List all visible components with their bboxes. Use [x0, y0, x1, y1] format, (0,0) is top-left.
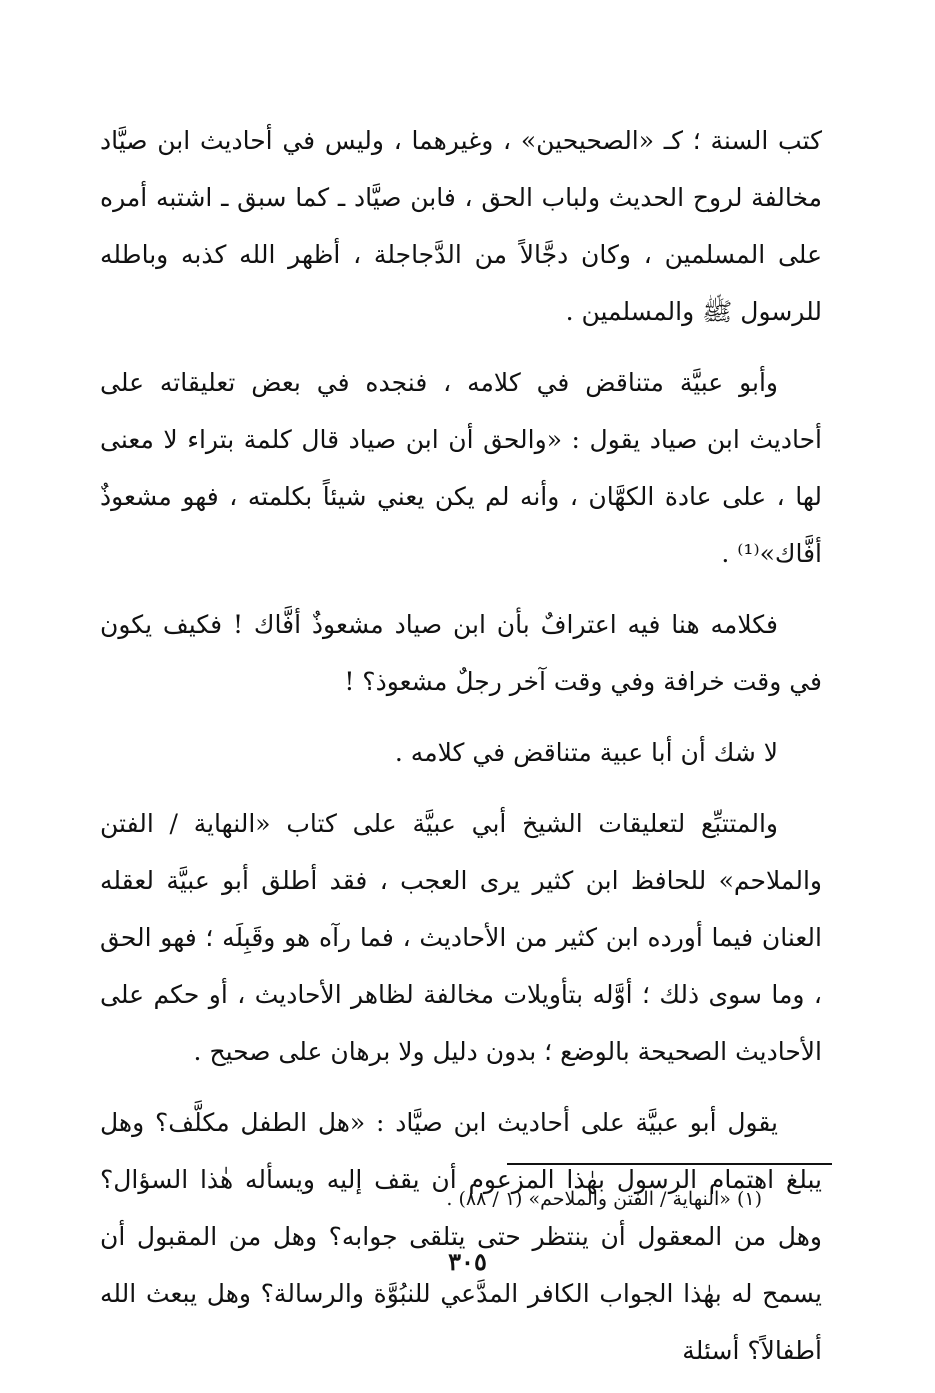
body-paragraph-4: لا شك أن أبا عبية متناقض في كلامه .: [394, 738, 778, 767]
body-paragraph-6: يقول أبو عبيَّة على أحاديث ابن صيَّاد : «هل الطفل مكلَّف؟ وهل يبلغ اهتمام الرسول بهٰذا المزعوم أن يقف إليه ويسأله هٰذا السؤال؟ وهل من المعقول أن ينتظر حتى يتلقى جوابه؟ وهل من المقبول أن يسمح له بهٰذا الجواب الكافر المدَّعي للنبُوَّة والرسالة؟ وهل يبعث الله أطفالاً؟ أسئلة: [100, 1108, 822, 1365]
body-paragraph-1: كتب السنة ؛ كـ «الصحيحين» ، وغيرهما ، وليس في أحاديث ابن صيَّاد مخالفة لروح الحديث ولباب الحق ، فابن صيَّاد ـ كما سبق ـ اشتبه أمره على المسلمين ، وكان دجَّالاً من الدَّجاجلة ، أظهر الله كذبه وباطله للرسول ﷺ والمسلمين .: [100, 126, 822, 326]
body-paragraph-3: فكلامه هنا فيه اعترافٌ بأن ابن صياد مشعوذٌ أفَّاك ! فكيف يكون في وقت خرافة وفي وقت آخر رجلٌ مشعوذ؟ !: [100, 610, 822, 696]
footnote-divider: [507, 1163, 832, 1165]
footnote: (١) «النهاية / الفتن والملاحم» (١ / ٨٨) .: [446, 1188, 762, 1210]
body-paragraph-5: والمتتبِّع لتعليقات الشيخ أبي عبيَّة على كتاب «النهاية / الفتن والملاحم» للحافظ ابن كثير يرى العجب ، فقد أطلق أبو عبيَّة لعقله العنان فيما أورده ابن كثير من الأحاديث ، فما رآه هو وقَبِلَه ؛ فهو الحق ، وما سوى ذلك ؛ أوَّله بتأويلات مخالفة لظاهر الأحاديث ، أو حكم على الأحاديث الصحيحة بالوضع ؛ بدون دليل ولا برهان على صحيح .: [100, 809, 822, 1066]
page-number: ٣٠٥: [448, 1247, 487, 1276]
body-paragraph-2: وأبو عبيَّة متناقض في كلامه ، فنجده في بعض تعليقاته على أحاديث ابن صياد يقول : «والحق أن ابن صياد قال كلمة بتراء لا معنى لها ، على عادة الكهَّان ، وأنه لم يكن يعني شيئاً بكلمته ، فهو مشعوذٌ أفَّاك»⁽¹⁾ .: [100, 368, 822, 568]
